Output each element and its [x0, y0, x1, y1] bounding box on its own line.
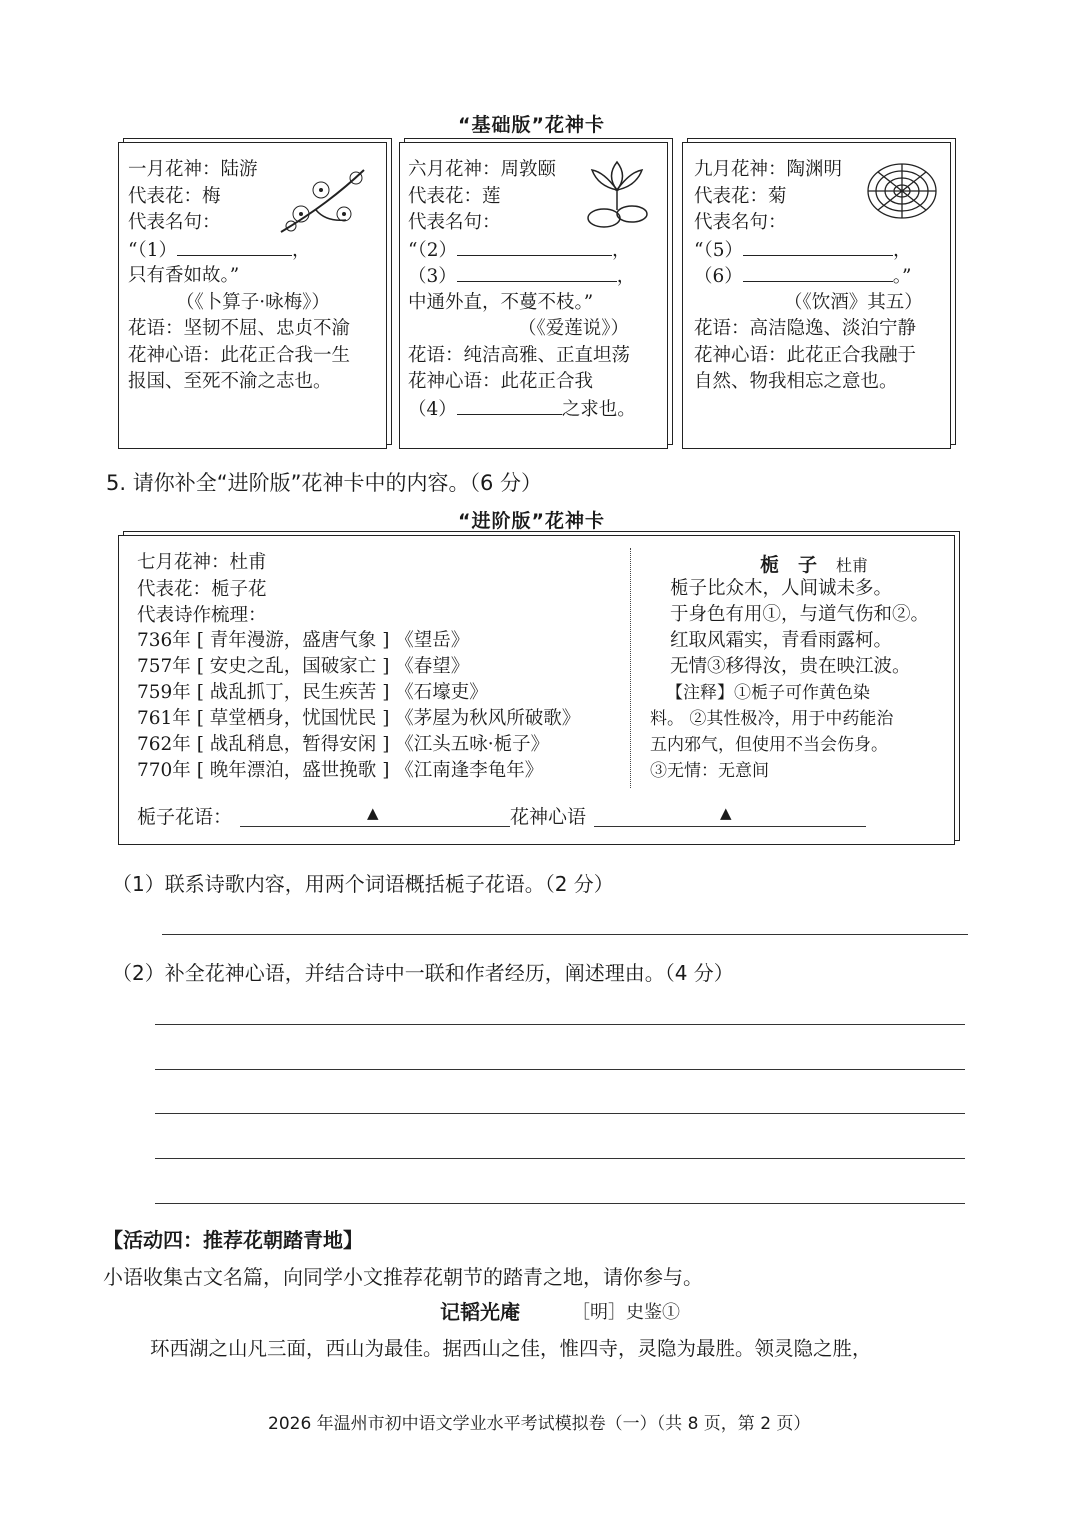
- poem-title: 栀 子 杜甫: [760, 554, 869, 576]
- answer-line[interactable]: [155, 1158, 965, 1159]
- poem-notes: 【注释】①栀子可作黄色染 料。 ②其性极冷，用于中药能治 五内邪气，但使用不当会伤身。 ③无情：无意间: [650, 683, 894, 781]
- answer-blank-2[interactable]: [457, 237, 612, 256]
- timeline-row: 736年 [ 青年漫游，盛唐气象 ] 《望岳》: [137, 630, 470, 651]
- lotus-icon: [584, 158, 650, 230]
- essay-author: ［明］史鉴①: [572, 1302, 680, 1323]
- plum-blossom-icon: [276, 162, 368, 238]
- answer-blank-1[interactable]: [177, 237, 292, 256]
- sub-question-2: （2）补全花神心语，并结合诗中一联和作者经历，阐述理由。（4 分）: [112, 961, 734, 985]
- activity-intro: 小语收集古文名篇，向同学小文推荐花朝节的踏青之地，请你参与。: [103, 1265, 703, 1289]
- essay-first-line: 环西湖之山凡三面，西山为最佳。据西山之佳，惟四寺，灵隐为最胜。领灵隐之胜，: [150, 1337, 872, 1360]
- card-june-text: 六月花神：周敦颐 代表花：莲 代表名句： “（2） ， （3） ， 中通外直，不蔓不枝。” （《爱莲说》） 花语：纯洁高雅、正直坦荡 花神心语：此花正合我 （4） 之求也。: [408, 159, 636, 420]
- essay-title: 记韬光庵: [440, 1300, 520, 1324]
- timeline-row: 762年 [ 战乱稍息，暂得安闲 ] 《江头五咏·栀子》: [137, 734, 550, 755]
- answer-line[interactable]: [155, 1113, 965, 1114]
- answer-marker: ▲: [720, 804, 732, 822]
- flower-language-label: 栀子花语：: [137, 806, 233, 828]
- advanced-card-title: “进阶版”花神卡: [458, 510, 605, 532]
- poem-timeline: [137, 628, 580, 784]
- answer-line[interactable]: [162, 934, 968, 935]
- chrysanthemum-icon: [864, 160, 940, 222]
- question-5: 5. 请你补全“进阶版”花神卡中的内容。（6 分）: [106, 471, 543, 495]
- answer-blank-6[interactable]: [743, 263, 893, 282]
- answer-blank-3[interactable]: [457, 263, 617, 282]
- answer-blank-4[interactable]: [457, 396, 562, 415]
- card-divider: [630, 548, 631, 788]
- answer-line[interactable]: [155, 1024, 965, 1025]
- answer-blank-5[interactable]: [743, 237, 893, 256]
- basic-card-title: “基础版”花神卡: [458, 114, 605, 136]
- card-september-text: 九月花神：陶渊明 代表花：菊 代表名句： “（5） ， （6） 。” （《饮酒》其五） 花语：高洁隐逸、淡泊宁静 花神心语：此花正合我融于 自然、物我相忘之意也。: [694, 159, 923, 392]
- poem-body: 栀子比众木，人间诚未多。 于身色有用①，与道气伤和②。 红取风霜实，青看雨露柯。 无情③移得汝，贵在映江波。: [670, 578, 930, 677]
- page-footer: 2026 年温州市初中语文学业水平考试模拟卷（一）（共 8 页，第 2 页）: [268, 1414, 811, 1434]
- answer-line[interactable]: [155, 1069, 965, 1070]
- flower-god-heart-label: 花神心语: [510, 806, 587, 828]
- answer-marker: ▲: [367, 804, 379, 822]
- timeline-row: 770年 [ 晚年漂泊，盛世挽歌 ] 《江南逢李龟年》: [137, 760, 544, 781]
- adv-left-text: 七月花神：杜甫 代表花：栀子花 代表诗作梳理：: [137, 552, 267, 626]
- sub-question-1: （1）联系诗歌内容，用两个词语概括栀子花语。（2 分）: [112, 872, 614, 896]
- timeline-row: 759年 [ 战乱抓丁，民生疾苦 ] 《石壕吏》: [137, 682, 488, 703]
- timeline-row: 757年 [ 安史之乱，国破家亡 ] 《春望》: [137, 656, 470, 677]
- activity-heading: 【活动四：推荐花朝踏青地】: [103, 1228, 363, 1252]
- timeline-row: 761年 [ 草堂栖身，忧国忧民 ] 《茅屋为秋风所破歌》: [137, 708, 581, 729]
- flower-language-blank[interactable]: [240, 826, 510, 827]
- answer-line[interactable]: [155, 1203, 965, 1204]
- card-january-text: 一月花神：陆游 代表花：梅 代表名句： “（1） ， 只有香如故。” （《卜算子·咏梅》） 花语：坚韧不屈、忠贞不渝 花神心语：此花正合我一生 报国、至死不渝之志也。: [128, 159, 351, 392]
- flower-god-heart-blank[interactable]: [594, 826, 866, 827]
